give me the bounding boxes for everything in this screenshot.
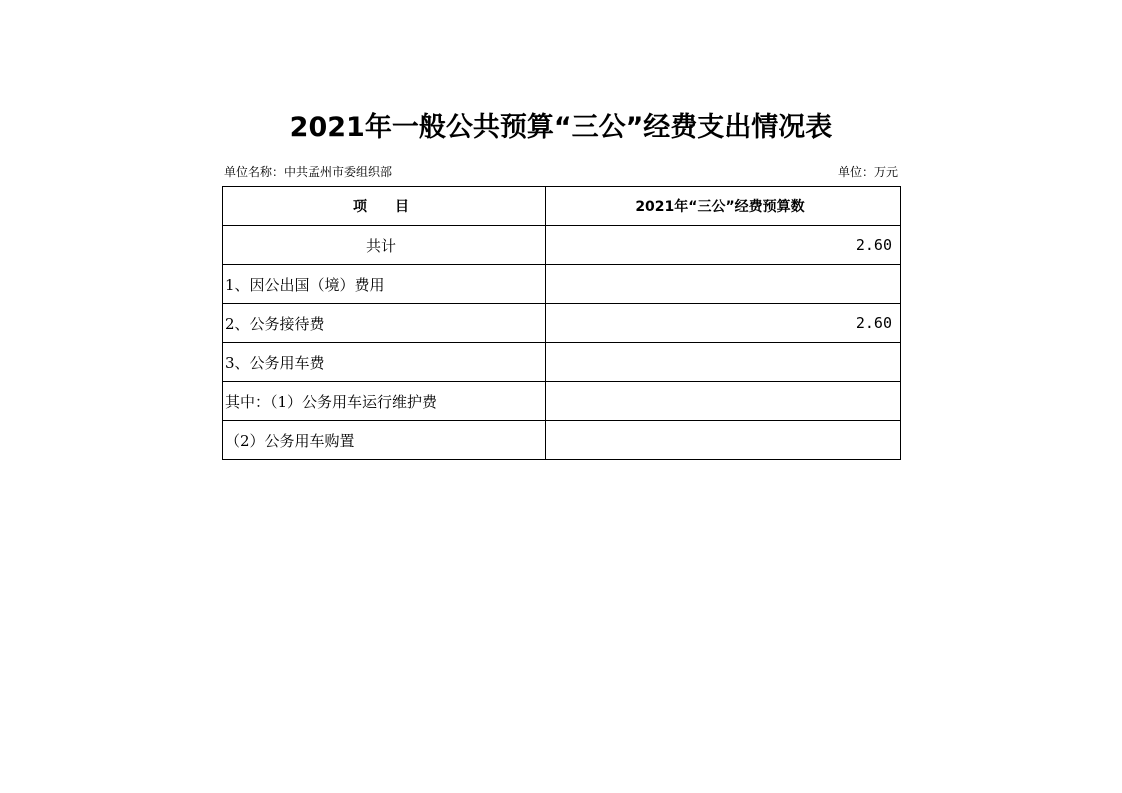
row-label: 3、公务用车费	[223, 343, 546, 382]
row-label: （2）公务用车购置	[223, 421, 546, 460]
row-value	[546, 265, 901, 304]
column-header-budget: 2021年“三公”经费预算数	[546, 187, 901, 226]
row-label: 其中：（1）公务用车运行维护费	[223, 382, 546, 421]
table-row	[223, 421, 901, 460]
row-value: 2.60	[546, 304, 901, 343]
table-row	[223, 265, 901, 304]
page-title: 2021年一般公共预算“三公”经费支出情况表	[289, 112, 833, 143]
row-value	[546, 343, 901, 382]
budget-table	[222, 186, 901, 460]
table-row	[223, 343, 901, 382]
row-value	[546, 421, 901, 460]
row-value	[546, 382, 901, 421]
row-value: 2.60	[546, 226, 901, 265]
table-header-row	[223, 187, 901, 226]
row-label: 共计	[223, 226, 546, 265]
table-row	[223, 382, 901, 421]
table-row	[223, 226, 901, 265]
unit-label: 单位：万元	[837, 165, 898, 179]
unit-name: 单位名称：中共孟州市委组织部	[224, 165, 393, 179]
row-label: 2、公务接待费	[223, 304, 546, 343]
column-header-item: 项 目	[223, 187, 546, 226]
row-label: 1、因公出国（境）费用	[223, 265, 546, 304]
table-row	[223, 304, 901, 343]
